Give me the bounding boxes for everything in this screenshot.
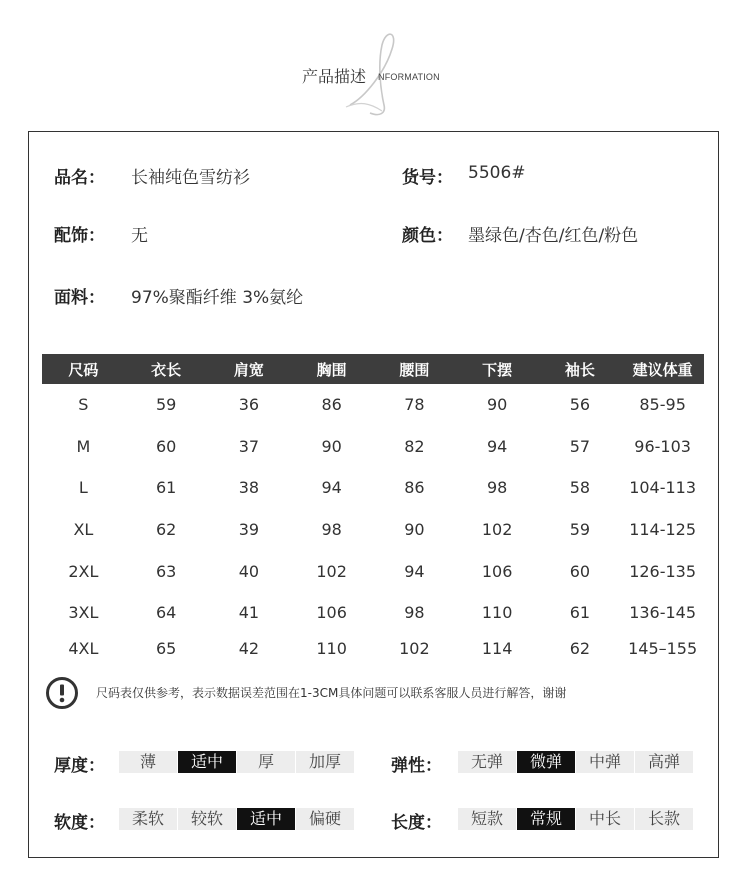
table-row bbox=[42, 509, 704, 551]
accessory-value: 无 bbox=[131, 226, 148, 246]
header-title: 产品描述 bbox=[302, 67, 367, 86]
table-cell: 98 bbox=[404, 603, 425, 623]
header-cell: 袖长 bbox=[539, 354, 622, 384]
size-table-header bbox=[42, 354, 704, 384]
table-cell: 40 bbox=[238, 561, 260, 581]
table-cell: 86 bbox=[321, 395, 342, 415]
softness-option: 较软 bbox=[178, 808, 236, 830]
length-option: 长款 bbox=[635, 808, 693, 830]
table-cell: 82 bbox=[404, 436, 425, 456]
name-value: 长袖纯色雪纺衫 bbox=[131, 168, 250, 188]
length-option: 中长 bbox=[576, 808, 634, 830]
table-cell: M bbox=[76, 436, 91, 456]
table-cell: 62 bbox=[155, 520, 177, 540]
table-cell: 106 bbox=[316, 603, 347, 623]
table-cell: 59 bbox=[155, 395, 177, 415]
table-cell: 136-145 bbox=[629, 603, 697, 623]
accessory-label: 配饰： bbox=[54, 226, 105, 246]
elasticity-option: 中弹 bbox=[576, 751, 634, 773]
softness-options bbox=[119, 808, 355, 830]
thickness-option: 厚 bbox=[237, 751, 295, 773]
table-cell: 56 bbox=[569, 395, 591, 415]
table-row bbox=[42, 384, 704, 426]
length-options bbox=[458, 808, 694, 830]
fabric-label: 面料： bbox=[54, 288, 105, 308]
table-cell: 3XL bbox=[68, 603, 99, 623]
table-cell: 60 bbox=[155, 436, 177, 456]
thickness-options bbox=[119, 751, 355, 773]
table-cell: 2XL bbox=[68, 561, 99, 581]
table-cell: 106 bbox=[481, 561, 513, 581]
table-cell: 102 bbox=[399, 639, 430, 659]
table-cell: XL bbox=[73, 520, 94, 540]
table-cell: 114 bbox=[481, 639, 513, 659]
thickness-option: 薄 bbox=[119, 751, 177, 773]
elasticity-option: 高弹 bbox=[635, 751, 693, 773]
elasticity-options bbox=[458, 751, 694, 773]
header-cell: 建议体重 bbox=[621, 354, 704, 384]
table-cell: 62 bbox=[569, 639, 591, 659]
elasticity-option-selected: 微弹 bbox=[517, 751, 575, 773]
color-label: 颜色： bbox=[402, 226, 453, 246]
table-cell: 61 bbox=[569, 603, 591, 623]
table-cell: 114-125 bbox=[629, 520, 697, 540]
table-cell: 64 bbox=[155, 603, 177, 623]
thickness-option-selected: 适中 bbox=[178, 751, 236, 773]
table-cell: 104-113 bbox=[629, 478, 697, 498]
header-cell: 胸围 bbox=[290, 354, 373, 384]
table-row bbox=[42, 634, 704, 664]
header-subtitle: NFORMATION bbox=[378, 72, 440, 82]
table-cell: 145–155 bbox=[628, 639, 698, 659]
header-cell: 腰围 bbox=[373, 354, 456, 384]
table-cell: 98 bbox=[321, 520, 342, 540]
table-cell: 61 bbox=[155, 478, 177, 498]
table-cell: 63 bbox=[155, 561, 177, 581]
table-cell: 94 bbox=[404, 561, 425, 581]
header-cell: 衣长 bbox=[125, 354, 208, 384]
length-option-selected: 常规 bbox=[517, 808, 575, 830]
thickness-option: 加厚 bbox=[296, 751, 354, 773]
table-cell: 94 bbox=[321, 478, 342, 498]
header-cell: 尺码 bbox=[42, 354, 125, 384]
table-row bbox=[42, 467, 704, 509]
table-cell: L bbox=[78, 478, 88, 498]
table-cell: 96-103 bbox=[634, 436, 691, 456]
table-cell: 98 bbox=[486, 478, 508, 498]
table-cell: 59 bbox=[569, 520, 591, 540]
table-cell: 126-135 bbox=[629, 561, 697, 581]
table-cell: 90 bbox=[486, 395, 508, 415]
table-cell: 78 bbox=[404, 395, 425, 415]
color-value: 墨绿色/杏色/红色/粉色 bbox=[468, 226, 639, 246]
sku-label: 货号： bbox=[402, 168, 453, 188]
table-cell: 36 bbox=[238, 395, 260, 415]
table-cell: 86 bbox=[404, 478, 425, 498]
table-cell: 42 bbox=[238, 639, 260, 659]
length-label: 长度： bbox=[391, 813, 442, 833]
table-cell: 110 bbox=[481, 603, 513, 623]
table-row bbox=[42, 592, 704, 634]
table-cell: 39 bbox=[238, 520, 260, 540]
warning-icon bbox=[45, 676, 79, 710]
header-cell: 肩宽 bbox=[208, 354, 291, 384]
size-note: 尺码表仅供参考，表示数据误差范围在1-3CM具体问题可以联系客服人员进行解答，谢谢 bbox=[96, 686, 567, 700]
section-header bbox=[0, 55, 750, 105]
elasticity-label: 弹性： bbox=[391, 756, 442, 776]
size-table bbox=[42, 354, 704, 664]
softness-label: 软度： bbox=[54, 813, 105, 833]
table-cell: 57 bbox=[569, 436, 591, 456]
elasticity-option: 无弹 bbox=[458, 751, 516, 773]
table-cell: 60 bbox=[569, 561, 591, 581]
length-option: 短款 bbox=[458, 808, 516, 830]
header-cell: 下摆 bbox=[456, 354, 539, 384]
table-cell: 65 bbox=[155, 639, 177, 659]
table-row bbox=[42, 426, 704, 468]
name-label: 品名： bbox=[54, 168, 105, 188]
table-cell: 4XL bbox=[68, 639, 99, 659]
softness-option: 偏硬 bbox=[296, 808, 354, 830]
table-cell: 85-95 bbox=[639, 395, 686, 415]
table-cell: 90 bbox=[404, 520, 425, 540]
table-cell: 58 bbox=[569, 478, 591, 498]
softness-option: 柔软 bbox=[119, 808, 177, 830]
softness-option-selected: 适中 bbox=[237, 808, 295, 830]
table-cell: 90 bbox=[321, 436, 342, 456]
table-cell: 110 bbox=[316, 639, 347, 659]
table-cell: 102 bbox=[481, 520, 513, 540]
table-cell: 102 bbox=[316, 561, 347, 581]
fabric-value: 97%聚酯纤维 3%氨纶 bbox=[131, 288, 304, 308]
thickness-label: 厚度： bbox=[54, 756, 105, 776]
sku-value: 5506# bbox=[468, 163, 526, 183]
table-cell: 41 bbox=[238, 603, 260, 623]
table-cell: 38 bbox=[238, 478, 260, 498]
table-cell: 94 bbox=[486, 436, 508, 456]
table-cell: 37 bbox=[238, 436, 260, 456]
table-row bbox=[42, 550, 704, 592]
table-cell: S bbox=[78, 395, 89, 415]
